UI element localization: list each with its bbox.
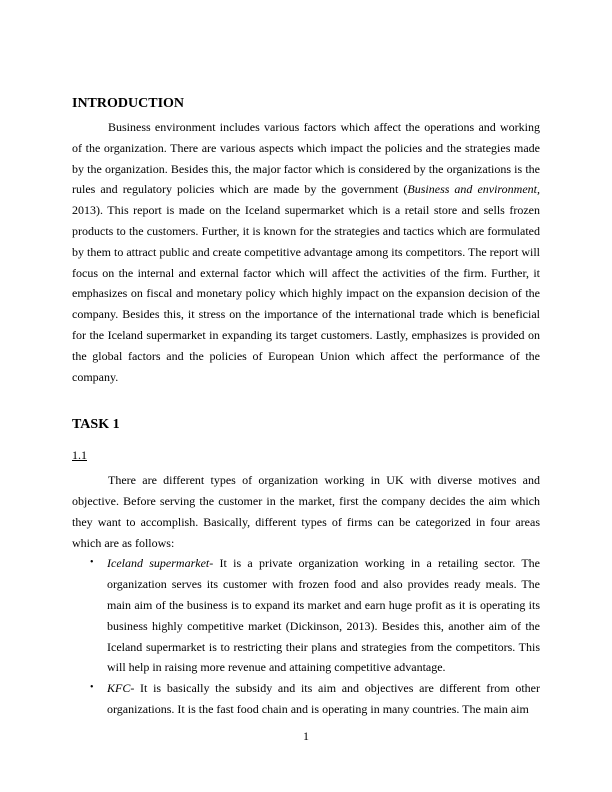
list-item: [72, 553, 540, 678]
introduction-text-end: 2013). This report is made on the Iceland supermarket which is a retail store and sells frozen products to the customers. Further, it is known for the strategies and tactics which are formulated by them to attract public and create competitive advantage among its competitors. The report will focus on the internal and external factor which will affect the activities of the firm. Further, it emphasizes on fiscal and monetary policy which highly impact on the expansion decision of the company. Besides this, it stress on the importance of the international trade which is beneficial for the Iceland supermarket in expanding its target customers. Lastly, emphasizes is provided on the global factors and the policies of European Union which affect the performance of the company.: [72, 203, 540, 384]
list-item-text: - It is a private organization working in a retailing sector. The organization serves its customer with frozen food and also provides ready meals. The main aim of the business is to expand its market and earn huge profit as it is operating its business highly competitive market (Dickinson, 2013). Besides this, another aim of the Iceland supermarket is to restricting their plans and strategies from the competitors. This will help in raising more revenue and attaining competitive advantage.: [107, 556, 540, 675]
introduction-heading: INTRODUCTION: [72, 96, 185, 111]
list-item-term: Iceland supermarket: [107, 556, 210, 571]
introduction-citation: Business and environment,: [407, 182, 540, 197]
list-item-text: - It is basically the subsidy and its aim and objectives are different from other organizations. It is the fast food chain and is operating in many countries. The main aim: [107, 681, 540, 716]
introduction-text-start: Business environment includes various factors which affect the operations and working of the organization. There are various aspects which impact the policies and the strategies made by the organization. Besides this, the major factor which is considered by the organizations is the rules and regulatory policies which are made by the government (: [72, 120, 540, 197]
page-number: 1: [303, 729, 309, 743]
list-item: [72, 678, 540, 720]
task1-paragraph: There are different types of organization working in UK with diverse motives and objective. Before serving the customer in the market, first the company decides the aim which they want to accomplish. Basically, different types of firms can be categorized in four areas which are as follows:: [72, 473, 540, 550]
page-content: [72, 93, 540, 720]
introduction-paragraph: [72, 117, 540, 387]
list-item-term: KFC: [107, 681, 131, 696]
bullet-icon: •: [90, 557, 94, 569]
organization-list: [72, 553, 540, 719]
subsection-number: 1.1: [72, 448, 87, 463]
bullet-icon: •: [90, 682, 94, 694]
task1-heading: TASK 1: [72, 417, 120, 433]
